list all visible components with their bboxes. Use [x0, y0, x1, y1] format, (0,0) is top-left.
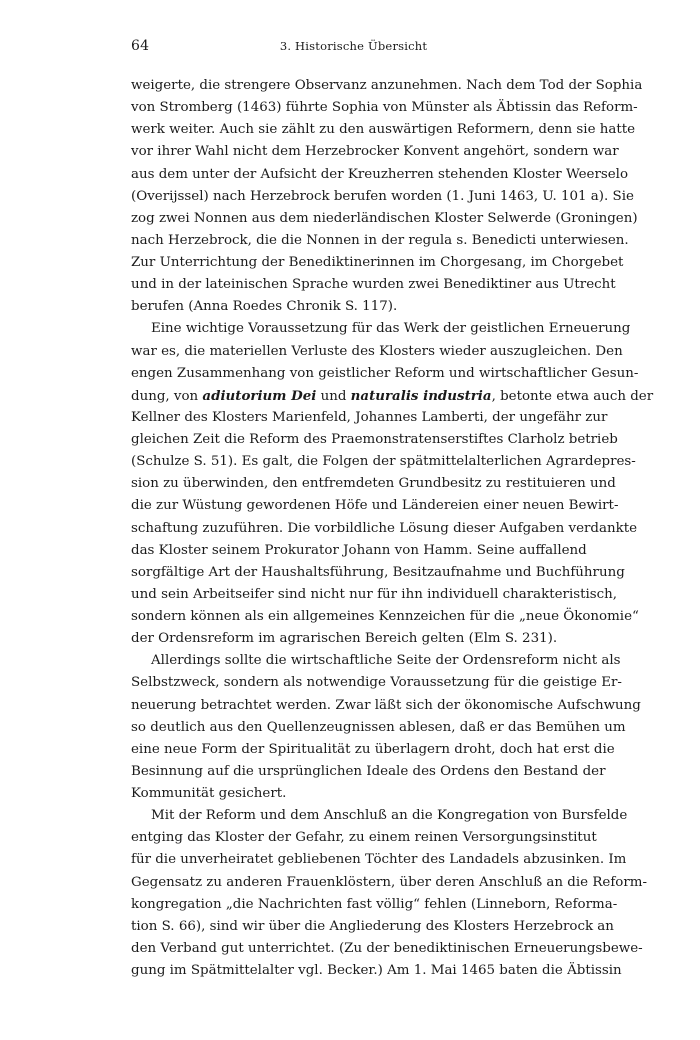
text-line: werk weiter. Auch sie zählt zu den auswärtigen Reformern, denn sie hatte [131, 122, 636, 138]
text-line: eine neue Form der Spiritualität zu überlagern droht, doch hat erst die [131, 741, 615, 757]
text-segment: und [316, 388, 351, 404]
text-line: Kellner des Klosters Marienfeld, Johannes Lamberti, der ungefähr zur [131, 409, 608, 425]
paragraph-last-line: Kommunität gesichert. [131, 786, 287, 801]
text-line: sion zu überwinden, den entfremdeten Grundbesitz zu restituieren und [131, 476, 616, 492]
text-line: von Stromberg (1463) führte Sophia von Münster als Äbtissin das Reform- [131, 100, 638, 116]
text-line: entging das Kloster der Gefahr, zu einem reinen Versorgungsinstitut [131, 830, 597, 846]
text-line: engen Zusammenhang von geistlicher Reform und wirtschaftlicher Gesun- [131, 365, 639, 381]
text-line: tion S. 66), sind wir über die Angliederung des Klosters Herzebrock an [131, 918, 614, 934]
body-text [131, 75, 654, 982]
text-line: (Overijssel) nach Herzebrock berufen worden (1. Juni 1463, U. 101 a). Sie [131, 188, 634, 204]
text-line: schaftung zuzuführen. Die vorbildliche Lösung dieser Aufgaben verdankte [131, 520, 638, 536]
text-line: vor ihrer Wahl nicht dem Herzebrocker Konvent angehört, sondern war [131, 144, 619, 160]
text-line: gleichen Zeit die Reform des Praemonstratenserstiftes Clarholz betrieb [131, 432, 618, 447]
text-line: kongregation „die Nachrichten fast völlig“ fehlen (Linneborn, Reforma- [131, 896, 618, 912]
paragraph-first-line: Allerdings sollte die wirtschaftliche Seite der Ordensreform nicht als [151, 653, 621, 669]
text-line: den Verband gut unterrichtet. (Zu der benediktinischen Erneuerungsbewe- [131, 940, 643, 956]
running-head [131, 36, 576, 56]
text-line: das Kloster seinem Prokurator Johann von Hamm. Seine auffallend [131, 542, 587, 558]
text-line-with-emphasis [131, 385, 654, 407]
text-line: und in der lateinischen Sprache wurden zwei Benediktiner aus Utrecht [131, 277, 616, 293]
text-line: neuerung betrachtet werden. Zwar läßt sich der ökonomische Aufschwung [131, 697, 641, 713]
text-line: Selbstzweck, sondern als notwendige Voraussetzung für die geistige Er- [131, 675, 622, 691]
text-line: für die unverheiratet gebliebenen Töchter des Landadels abzusinken. Im [131, 852, 627, 868]
paragraph-first-line: Eine wichtige Voraussetzung für das Werk der geistlichen Erneuerung [151, 321, 631, 337]
text-line: und sein Arbeitseifer sind nicht nur für ihn individuell charakteristisch, [131, 586, 618, 602]
text-line: (Schulze S. 51). Es galt, die Folgen der spätmittelalterlichen Agrardepres- [131, 454, 636, 470]
text-line: war es, die materiellen Verluste des Klosters wieder auszugleichen. Den [131, 343, 623, 359]
paragraph-last-line: der Ordensreform im agrarischen Bereich gelten (Elm S. 231). [131, 631, 558, 647]
text-line: zog zwei Nonnen aus dem niederländischen Kloster Selwerde (Groningen) [131, 210, 638, 226]
paragraph-first-line: Mit der Reform und dem Anschluß an die Kongregation von Bursfelde [151, 808, 628, 824]
text-line: die zur Wüstung gewordenen Höfe und Ländereien einer neuen Bewirt- [131, 498, 619, 514]
text-line: Gegensatz zu anderen Frauenklöstern, über deren Anschluß an die Reform- [131, 874, 647, 890]
chapter-title: 3. Historische Übersicht [279, 39, 428, 53]
text-line: Zur Unterrichtung der Benediktinerinnen im Chorgesang, im Chorgebet [131, 255, 624, 270]
text-line: sondern können als ein allgemeines Kennzeichen für die „neue Ökonomie“ [131, 609, 639, 624]
page-number: 64 [131, 38, 150, 54]
text-line: gung im Spätmittelalter vgl. Becker.) Am 1. Mai 1465 baten die Äbtissin [131, 963, 622, 978]
text-line: so deutlich aus den Quellenzeugnissen ablesen, daß er das Bemühen um [131, 719, 626, 735]
text-line: sorgfältige Art der Haushaltsführung, Besitzaufnahme und Buchführung [131, 564, 625, 580]
text-line: Besinnung auf die ursprünglichen Ideale des Ordens den Bestand der [131, 763, 606, 779]
text-line: nach Herzebrock, die die Nonnen in der regula s. Benedicti unterwiesen. [131, 232, 629, 248]
text-line: weigerte, die strengere Observanz anzunehmen. Nach dem Tod der Sophia [131, 78, 643, 93]
paragraph-last-line: berufen (Anna Roedes Chronik S. 117). [131, 299, 398, 315]
latin-term-emphasis: adiutorium Dei [202, 387, 317, 404]
text-segment: dung, von [131, 388, 203, 404]
text-line: aus dem unter der Aufsicht der Kreuzherren stehenden Kloster Weerselo [131, 166, 629, 182]
text-segment: , betonte etwa auch der [491, 388, 654, 404]
latin-term-emphasis: naturalis industria [350, 387, 492, 404]
